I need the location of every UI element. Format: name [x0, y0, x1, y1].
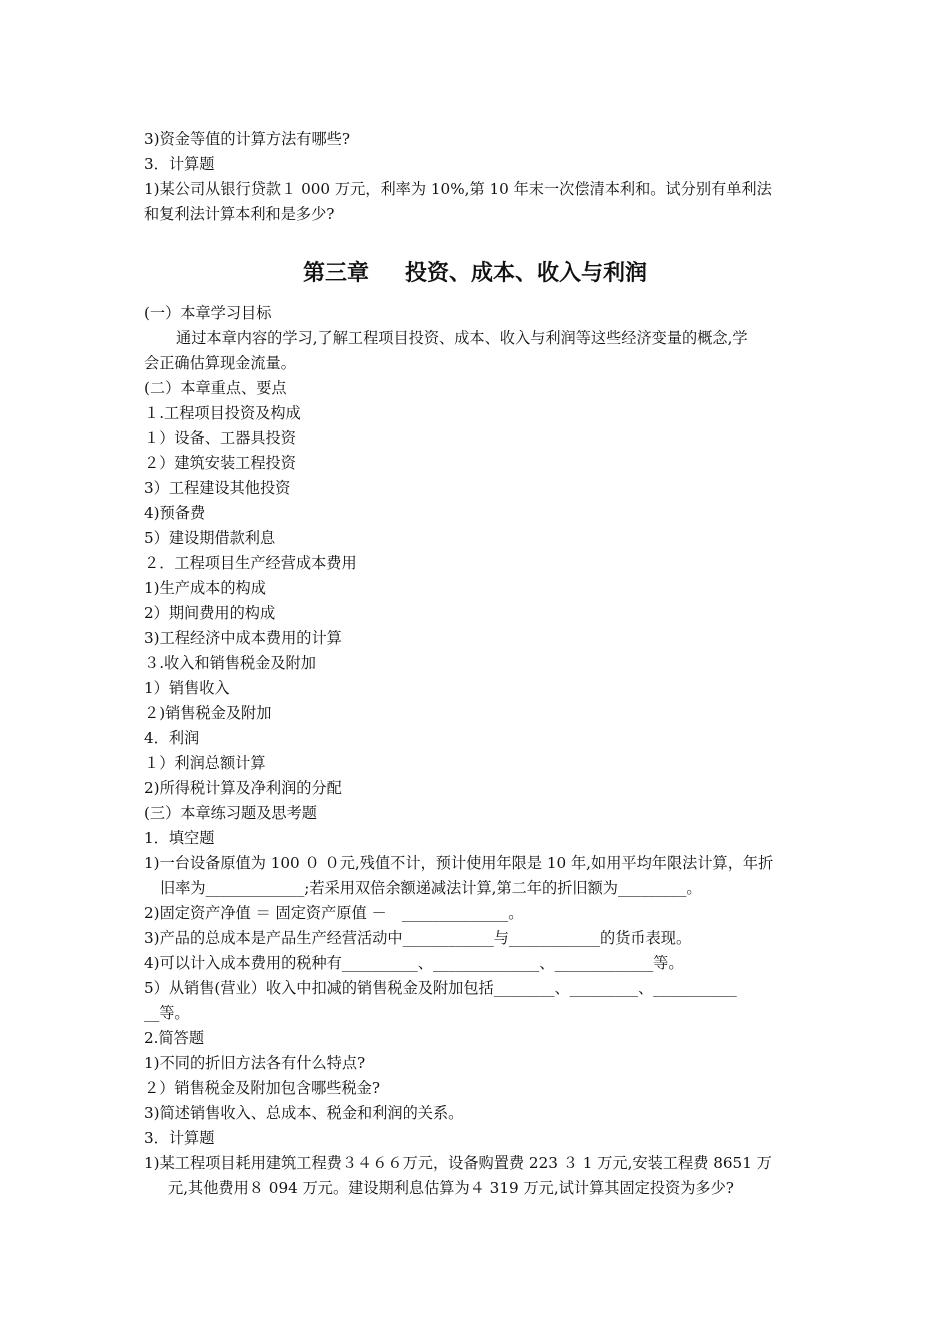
paragraph-text: 会正确估算现金流量。: [144, 354, 296, 372]
list-item: １）设备、工器具投资: [144, 429, 296, 447]
list-item: 1)生产成本的构成: [144, 579, 266, 597]
question-text: __等。: [144, 1004, 190, 1022]
list-item: ２）建筑安装工程投资: [144, 454, 296, 472]
subsection-heading: 2.简答题: [144, 1029, 205, 1047]
list-item: 1）销售收入: [144, 679, 230, 697]
list-item: ３.收入和销售税金及附加: [144, 654, 316, 672]
question-text: 旧率为_____________;若采用双倍余额递减法计算,第二年的折旧额为_________。: [160, 879, 702, 897]
question-text: 5）从销售(营业）收入中扣减的销售税金及附加包括________、_________、___________: [144, 979, 737, 997]
chapter-title: [0, 258, 950, 290]
list-item: １）利润总额计算: [144, 754, 266, 772]
list-item: 2）期间费用的构成: [144, 604, 276, 622]
question-text: 3)简述销售收入、总成本、税金和利润的关系。: [144, 1104, 464, 1122]
list-item: 2)所得税计算及净利润的分配: [144, 779, 342, 797]
chapter-name: 投资、成本、收入与利润: [405, 261, 648, 286]
question-text: 1)一台设备原值为 100 ０ ０元,残值不计，预计使用年限是 10 年,如用平均年限法计算，年折: [144, 854, 774, 872]
list-item: 5）建设期借款利息: [144, 529, 276, 547]
chapter-number: 第三章: [302, 261, 369, 286]
list-item: 3)工程经济中成本费用的计算: [144, 629, 342, 647]
section-heading: (二）本章重点、要点: [144, 379, 287, 397]
question-text: 1)不同的折旧方法各有什么特点?: [144, 1054, 366, 1072]
subsection-heading: 3．计算题: [144, 1129, 215, 1147]
question-text: 4)可以计入成本费用的税种有__________、______________、_____________等。: [144, 954, 684, 972]
subsection-heading: 1．填空题: [144, 829, 215, 847]
question-text: 2)固定资产净值 ＝ 固定资产原值 － ______________。: [144, 904, 524, 922]
question-text: 3)产品的总成本是产品生产经营活动中____________与____________的货币表现。: [144, 929, 692, 947]
question-text: 1)某工程项目耗用建筑工程费３４６６万元，设备购置费 223 ３ 1 万元,安装工程费 8651 万: [144, 1154, 772, 1172]
section-heading: 3．计算题: [144, 155, 215, 173]
question-text: ２）销售税金及附加包含哪些税金?: [144, 1079, 380, 1097]
list-item: 4)预备费: [144, 504, 206, 522]
list-item: １.工程项目投资及构成: [144, 404, 301, 422]
list-item: ２)销售税金及附加: [144, 704, 272, 722]
question-text: 3)资金等值的计算方法有哪些?: [144, 130, 350, 148]
list-item: 4．利润: [144, 729, 200, 747]
list-item: 3）工程建设其他投资: [144, 479, 291, 497]
list-item: ２．工程项目生产经营成本费用: [144, 554, 357, 572]
question-text: 1)某公司从银行贷款１ 000 万元，利率为 10%,第 10 年末一次偿清本利和。试分别有单利法: [144, 180, 772, 198]
paragraph-text: 通过本章内容的学习,了解工程项目投资、成本、收入与利润等这些经济变量的概念,学: [176, 329, 748, 347]
section-heading: (一）本章学习目标: [144, 304, 272, 322]
section-heading: (三）本章练习题及思考题: [144, 804, 317, 822]
question-text: 元,其他费用８ 094 万元。建设期利息估算为４ 319 万元,试计算其固定投资为多少?: [168, 1179, 734, 1197]
question-text: 和复利法计算本利和是多少?: [144, 205, 335, 223]
